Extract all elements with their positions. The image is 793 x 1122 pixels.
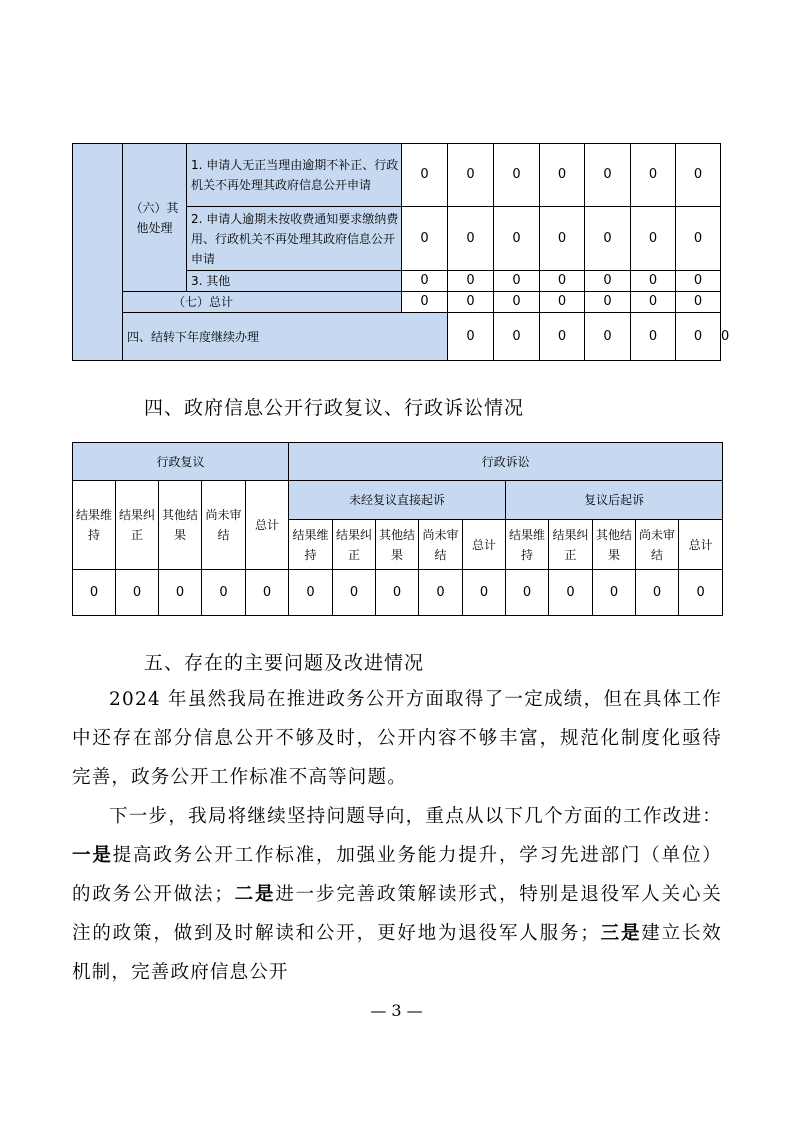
paragraph (72, 797, 722, 992)
table-row (73, 292, 721, 313)
cell-value: 0 (333, 570, 376, 616)
cell-value: 0 (494, 144, 540, 207)
cell-value: 0 (631, 292, 676, 313)
cell-value: 0 (448, 271, 494, 292)
emphasis: 二是 (234, 884, 276, 905)
cell-value: 0 (494, 292, 540, 313)
page-number: — 3 — (370, 1001, 423, 1020)
cell-value: 0 (463, 570, 506, 616)
cell-value: 0 (448, 144, 494, 207)
cell-value: 0 (506, 570, 549, 616)
col-header: 结果纠正 (116, 481, 159, 570)
cell-value: 0 (419, 570, 463, 616)
col-header: 结果维持 (506, 520, 549, 570)
col-header: 结果纠正 (333, 520, 376, 570)
cell-value: 0 (202, 570, 246, 616)
continued-category-cell (73, 144, 123, 361)
cell-value: 0 (540, 207, 585, 271)
col-header: 总计 (679, 520, 723, 570)
carry-label: 四、结转下年度继续办理 (123, 313, 448, 361)
cell-value: 0 (402, 271, 448, 292)
cell-value: 0 (585, 313, 631, 361)
col-header: 其他结果 (376, 520, 419, 570)
cell-value: 0 (159, 570, 202, 616)
col-header: 其他结果 (159, 481, 202, 570)
cell-value: 0 (540, 313, 585, 361)
cell-value: 0 (679, 570, 723, 616)
row-label: 1. 申请人无正当理由逾期不补正、行政机关不再处理其政府信息公开申请 (187, 144, 402, 207)
cell-value: 0 (448, 207, 494, 271)
cell-value: 0 (676, 271, 721, 292)
col-header: 其他结果 (593, 520, 636, 570)
cell-value: 0 (540, 144, 585, 207)
emphasis: 三是 (600, 923, 642, 944)
cell-value: 0 (585, 271, 631, 292)
text-span: 下一步，我局将继续坚持问题导向，重点从以下几个方面的工作改进： (109, 806, 722, 827)
text-span: 进一步完善政策解读形式，特别是退役军人关心关注的政策，做到及时解读和公开，更好地为退役军人服务； (72, 884, 722, 944)
lawsuit-header: 行政诉讼 (289, 443, 723, 481)
group-label: （六）其他处理 (123, 144, 187, 292)
cell-value: 0 (631, 271, 676, 292)
section-heading: 五、存在的主要问题及改进情况 (144, 652, 425, 674)
text-span: 建立长效机制，完善政府信息公开 (72, 923, 722, 983)
cell-value: 0 (676, 313, 721, 361)
cell-value: 0 (631, 144, 676, 207)
cell-value: 0 (585, 292, 631, 313)
cell-value: 0 (494, 271, 540, 292)
body-text (72, 680, 722, 992)
cell-value: 0 (676, 207, 721, 271)
cell-value: 0 (631, 207, 676, 271)
cell-value: 0 (494, 313, 540, 361)
cell-value: 0 (448, 292, 494, 313)
emphasis: 一是 (72, 845, 113, 866)
cell-value: 0 (676, 292, 721, 313)
cell-value: 0 (376, 570, 419, 616)
cell-value: 0 (116, 570, 159, 616)
table-row (73, 144, 721, 207)
col-header: 尚未审结 (419, 520, 463, 570)
row-label: 2. 申请人逾期未按收费通知要求缴纳费用、行政机关不再处理其政府信息公开申请 (187, 207, 402, 271)
cell-value: 0 (636, 570, 679, 616)
cell-value: 0 (549, 570, 593, 616)
cell-value: 0 (540, 292, 585, 313)
col-header: 尚未审结 (636, 520, 679, 570)
cell-value: 0 (402, 292, 448, 313)
col-header: 尚未审结 (202, 481, 246, 570)
total-label: （七）总计 (123, 292, 402, 313)
disposal-table (72, 143, 730, 361)
table-row (73, 443, 723, 481)
col-header: 结果维持 (289, 520, 333, 570)
cell-value: 0 (585, 207, 631, 271)
col-header: 总计 (463, 520, 506, 570)
cell-value: 0 (593, 570, 636, 616)
text-span: 提高政务公开工作标准，加强业务能力提升，学习先进部门（单位）的政务公开做法； (72, 845, 722, 905)
direct-header: 未经复议直接起诉 (289, 481, 506, 520)
review-lawsuit-table (72, 442, 723, 616)
cell-value: 0 (402, 207, 448, 271)
cell-value: 0 (631, 313, 676, 361)
cell-value: 0 (540, 271, 585, 292)
row-label: 3. 其他 (187, 271, 402, 292)
cell-value: 0 (289, 570, 333, 616)
cell-value: 0 (402, 144, 448, 207)
section-heading: 四、政府信息公开行政复议、行政诉讼情况 (144, 397, 525, 419)
cell-value: 0 (246, 570, 289, 616)
paragraph: 2024 年虽然我局在推进政务公开方面取得了一定成绩，但在具体工作中还存在部分信息公开不够及时，公开内容不够丰富，规范化制度化亟待完善，政务公开工作标准不高等问题。 (72, 689, 722, 788)
cell-value: 0 (448, 313, 494, 361)
cell-value: 0 (585, 144, 631, 207)
after-header: 复议后起诉 (506, 481, 723, 520)
col-header: 结果纠正 (549, 520, 593, 570)
table-row (73, 481, 723, 520)
cell-value: 0 (73, 570, 116, 616)
col-header: 总计 (246, 481, 289, 570)
cell-value: 0 (494, 207, 540, 271)
col-header: 结果维持 (73, 481, 116, 570)
table-row: 四、结转下年度继续办理 0 0 0 0 0 0 0 (73, 313, 721, 361)
table-row (73, 570, 723, 616)
review-header: 行政复议 (73, 443, 289, 481)
cell-value: 0 (676, 144, 721, 207)
